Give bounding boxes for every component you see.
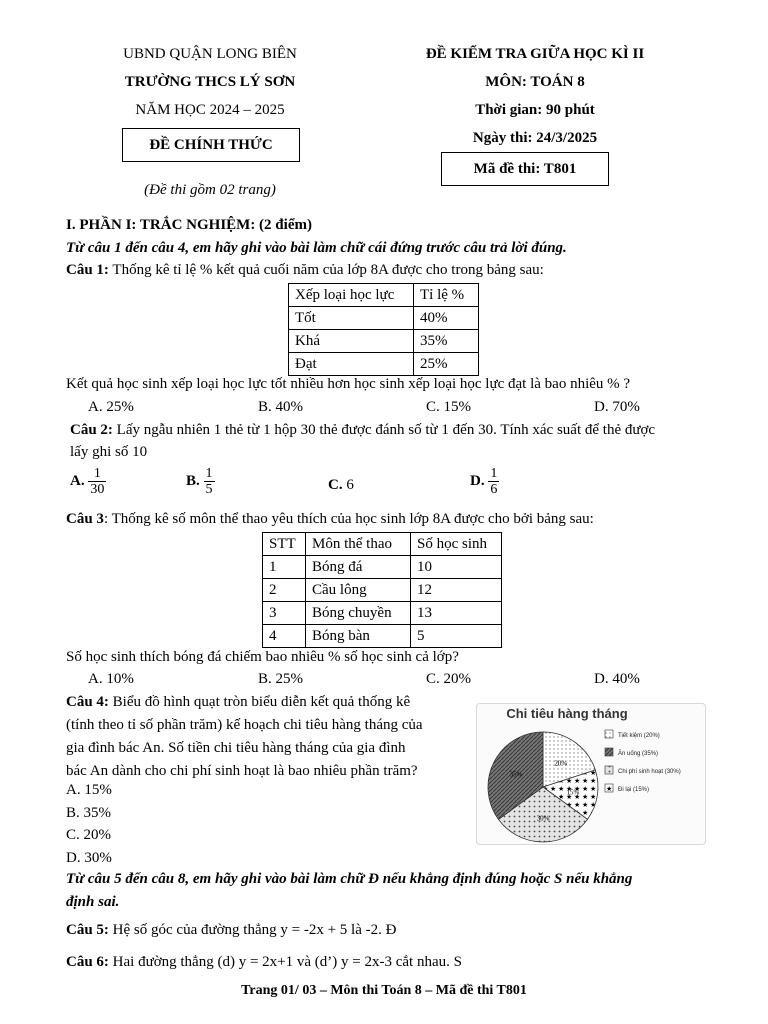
page-count-note: (Đề thi gồm 02 trang) (144, 182, 276, 198)
question-3-text: : Thống kê số môn thể thao yêu thích của học sinh lớp 8A được cho bởi bảng sau: (103, 511, 594, 527)
q4-option-a: A. 15% (66, 782, 112, 798)
fraction-denominator: 6 (490, 482, 498, 497)
q1-table-cell: Khá (289, 330, 414, 353)
fraction-denominator: 5 (205, 482, 213, 497)
question-5-text: Hệ số góc của đường thẳng y = -2x + 5 là -2. Đ (108, 922, 397, 938)
q2-option-letter: C. (328, 477, 343, 493)
department-name: UBND QUẬN LONG BIÊN (123, 46, 297, 62)
part2-instruction: Từ câu 5 đến câu 8, em hãy ghi vào bài làm chữ Đ nếu khẳng định đúng hoặc S nếu khẳng (66, 871, 633, 887)
q3-option-a: A. 10% (88, 671, 134, 687)
q1-option-d: D. 70% (594, 399, 640, 415)
q3-table-cell: Bóng bàn (306, 625, 411, 648)
q3-option-d: D. 40% (594, 671, 640, 687)
question-6 (66, 954, 462, 971)
question-2-text-cont: lấy ghi số 10 (70, 444, 148, 460)
school-name: TRƯỜNG THCS LÝ SƠN (124, 74, 296, 90)
legend-label: Chi phí sinh hoạt (30%) (618, 769, 681, 775)
q1-table-cell: Đạt (289, 353, 414, 376)
q3-table-cell: 12 (411, 579, 502, 602)
q4-option-d: D. 30% (66, 850, 112, 866)
q2-option-a (70, 466, 106, 497)
legend-swatch (605, 748, 613, 756)
legend-label: Ăn uống (35%) (618, 751, 659, 757)
q3-table-cell: 3 (263, 602, 306, 625)
q2-fraction (204, 466, 215, 497)
question-5-label: Câu 5: (66, 922, 109, 938)
exam-subject: MÔN: TOÁN 8 (485, 74, 585, 90)
question-6-text: Hai đường thẳng (d) y = 2x+1 và (d’) y = 2x-3 cắt nhau. S (108, 954, 462, 970)
q3-table-header: STT (263, 533, 306, 556)
q2-option-letter: A. (70, 472, 85, 489)
fraction-numerator: 1 (490, 466, 498, 481)
q3-table (262, 532, 502, 648)
legend-label: Đi lại (15%) (618, 787, 650, 793)
q2-option-value: 6 (346, 477, 354, 493)
legend-swatch (605, 730, 613, 738)
pie-chart-title: Chi tiêu hàng tháng (506, 706, 628, 721)
q3-table-cell: Bóng chuyền (306, 602, 411, 625)
section-title: I. PHẦN I: TRẮC NGHIỆM: (2 điểm) (66, 217, 312, 233)
q1-table-cell: 35% (414, 330, 479, 353)
q3-table-cell: Bóng đá (306, 556, 411, 579)
question-4-text: Biểu đồ hình quạt tròn biểu diễn kết quả thống kê (108, 694, 411, 710)
fraction-numerator: 1 (88, 466, 106, 482)
q3-table-cell: 1 (263, 556, 306, 579)
q1-table-cell: 40% (414, 307, 479, 330)
question-1-prompt: Kết quả học sinh xếp loại học lực tốt nhiều hơn học sinh xếp loại học lực đạt là bao nhiêu % ? (66, 376, 631, 392)
question-6-label: Câu 6: (66, 954, 109, 970)
q2-fraction (88, 466, 106, 497)
question-4 (66, 694, 410, 711)
fraction-numerator: 1 (205, 466, 213, 481)
legend-swatch (605, 766, 613, 774)
pie-slice-label: 20% (554, 759, 568, 768)
pie-slice-label: 30% (536, 814, 550, 823)
legend-swatch (605, 784, 613, 792)
legend-label: Tiết kiệm (20%) (618, 733, 660, 739)
q2-option-letter: B. (186, 472, 200, 489)
q3-table-cell: 4 (263, 625, 306, 648)
section-instruction: Từ câu 1 đến câu 4, em hãy ghi vào bài làm chữ cái đứng trước câu trả lời đúng. (66, 240, 567, 256)
q3-table-cell: 13 (411, 602, 502, 625)
q2-fraction (488, 466, 499, 497)
q1-option-b: B. 40% (258, 399, 303, 415)
pie-chart (477, 704, 705, 844)
question-3 (66, 511, 594, 528)
q4-option-b: B. 35% (66, 805, 111, 821)
q3-table-header: Số học sinh (411, 533, 502, 556)
exam-code-box (441, 152, 609, 186)
q1-option-a: A. 25% (88, 399, 134, 415)
pie-chart-frame (476, 703, 706, 845)
q4-option-c: C. 20% (66, 827, 111, 843)
question-4-line: (tính theo tỉ số phần trăm) kế hoạch chi tiêu hàng tháng của (66, 717, 423, 733)
question-2 (70, 422, 655, 439)
q3-option-c: C. 20% (426, 671, 471, 687)
q1-option-c: C. 15% (426, 399, 471, 415)
q3-option-b: B. 25% (258, 671, 303, 687)
q2-option-b (186, 466, 215, 497)
exam-date: Ngày thi: 24/3/2025 (472, 130, 598, 146)
pie-slice-label: 15% (566, 788, 580, 797)
question-2-text: Lấy ngẫu nhiên 1 thẻ từ 1 hộp 30 thẻ được đánh số từ 1 đến 30. Tính xác suất để thẻ được (112, 422, 656, 438)
part2-instruction-cont: định sai. (66, 894, 120, 910)
q3-table-cell: 10 (411, 556, 502, 579)
exam-time: Thời gian: 90 phút (475, 102, 595, 118)
question-3-label: Câu 3 (66, 511, 104, 527)
q1-table (288, 283, 479, 376)
pie-slice-label: 35% (509, 770, 523, 779)
exam-title: ĐỀ KIỂM TRA GIỮA HỌC KÌ II (425, 46, 645, 62)
q2-option-c (328, 477, 354, 494)
official-label: ĐỀ CHÍNH THỨC (149, 137, 273, 153)
question-1 (66, 262, 544, 279)
question-4-line: bác An dành cho chi phí sinh hoạt là bao nhiêu phần trăm? (66, 763, 418, 779)
q2-option-d (470, 466, 499, 497)
official-box (122, 128, 300, 162)
question-5 (66, 922, 396, 939)
q1-table-cell: 25% (414, 353, 479, 376)
school-year: NĂM HỌC 2024 – 2025 (135, 102, 285, 118)
question-4-label: Câu 4: (66, 694, 109, 710)
question-4-line: gia đình bác An. Số tiền chi tiêu hàng tháng của gia đình (66, 740, 406, 756)
exam-code: Mã đề thi: T801 (473, 161, 577, 177)
question-1-label: Câu 1: (66, 262, 109, 278)
question-2-label: Câu 2: (70, 422, 113, 438)
q3-table-cell: 2 (263, 579, 306, 602)
q1-table-header: Tỉ lệ % (414, 284, 479, 307)
q3-table-cell: Cầu lông (306, 579, 411, 602)
q1-table-cell: Tốt (289, 307, 414, 330)
fraction-denominator: 30 (90, 482, 105, 497)
q3-table-header: Môn thể thao (306, 533, 411, 556)
page-footer: Trang 01/ 03 – Môn thi Toán 8 – Mã đề thi T801 (241, 983, 527, 998)
question-3-prompt: Số học sinh thích bóng đá chiếm bao nhiêu % số học sinh cả lớp? (66, 649, 459, 665)
question-1-text: Thống kê tỉ lệ % kết quả cuối năm của lớp 8A được cho trong bảng sau: (108, 262, 544, 278)
q1-table-header: Xếp loại học lực (289, 284, 414, 307)
q2-option-letter: D. (470, 472, 485, 489)
q3-table-cell: 5 (411, 625, 502, 648)
